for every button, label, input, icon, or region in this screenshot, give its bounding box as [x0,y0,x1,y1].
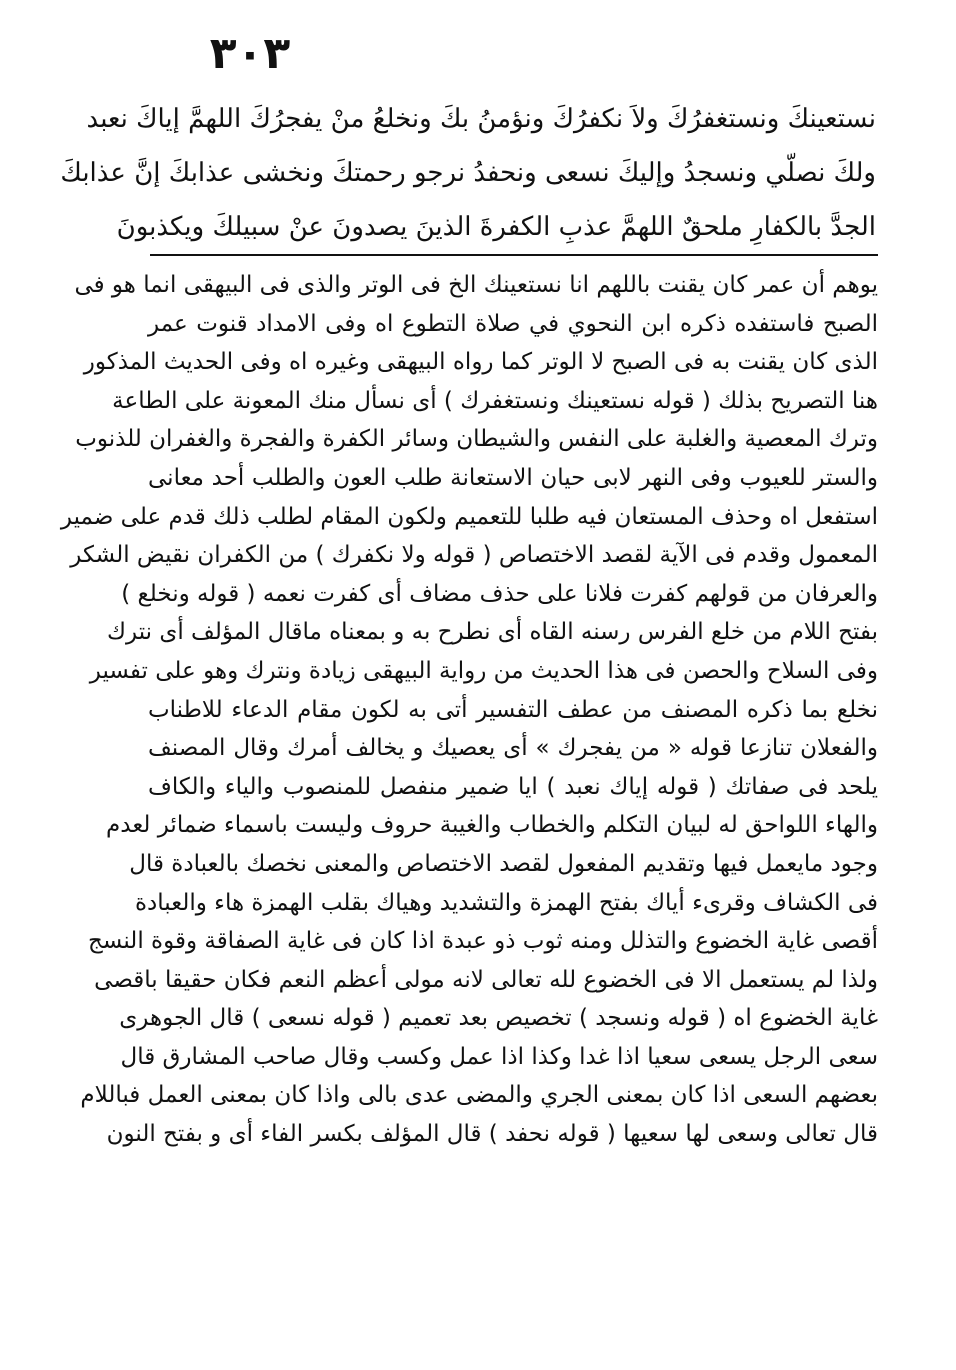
commentary-line: ولذا لم يستعمل الا فى الخضوع لله تعالى لانه مولى أعظم النعم فكان حقيقا باقصى [94,966,878,993]
commentary-line: نخلع بما ذكره المصنف من عطف التفسير أتى به لكون مقام الدعاء للاطناب [148,696,878,723]
main-text-line: الجدَّ بالكفارِ ملحقٌ اللهمَّ عذبِ الكفرةَ الذينَ يصدونَ عنْ سبيلكَ ويكذبونَ [116,212,876,242]
commentary-line: والهاء اللواحق له لبيان التكلم والخطاب والغيبة حروف وليست باسماء ضمائر لعدم [106,812,878,839]
commentary-block [60,266,878,1154]
commentary-line: بعضهم السعى اذا كان بمعنى الجري والمضى عدى بالى واذا كان بمعنى العمل فباللام [80,1082,878,1109]
commentary-line: الذى كان يقنت به فى الصبح لا الوتر كما رواه البيهقى وغيره اه وفى الحديث المذكور [83,349,878,376]
commentary-line: أقصى غاية الخضوع والتذلل ومنه ثوب ذو عبدة اذا كان فى غاية الصفاقة وقوة النسج [88,928,878,955]
main-text-block [60,92,876,254]
page-number: ٣٠٣ [209,28,291,79]
commentary-line: فى الكشاف وقرىء أياك بفتح الهمزة والتشديد وهياك بقلب الهمزة هاء والعبادة [135,889,878,916]
main-text-line: نستعينكَ ونستغفرُكَ ولاَ نكفرُكَ ونؤمنُ بكَ ونخلعُ منْ يفجرُكَ اللهمَّ إياكَ نعبد [86,104,876,134]
section-divider [150,254,878,256]
commentary-line: قال تعالى وسعى لها سعيها ( قوله نحفد ) قال المؤلف بكسر الفاء أى و بفتح النون [106,1121,878,1148]
commentary-line: استفعل اه وحذف المستعان فيه طلبا للتعميم ولكون المقام لطلب ذلك قدم على ضمير [60,503,878,530]
commentary-line: والعرفان من قولهم كفرت فلانا على حذف مضاف أى كفرت نعمه ( قوله ونخلع ) [121,580,878,607]
main-text-line: ولكَ نصلّي ونسجدُ وإليكَ نسعى ونحفدُ نرجو رحمتكَ ونخشى عذابكَ إنَّ عذابكَ [60,158,876,188]
commentary-line: وترك المعصية والغلبة على النفس والشيطان وسائر الكفرة والفجرة والغفران للذنوب [75,426,878,453]
commentary-line: يلحد فى صفاتك ( قوله إياك نعبد ) ايا ضمير منفصل للمنصوب والياء والكاف [148,773,878,800]
commentary-line: يوهم أن عمر كان يقنت باللهم انا نستعينك الخ فى الوتر والذى فى البيهقى انما هو فى [74,272,878,298]
commentary-line: وفى السلاح والحصن فى هذا الحديث من رواية البيهقى زيادة ونترك وهو على تفسير [89,657,878,684]
commentary-line: غاية الخضوع اه ( قوله ونسجد ) تخصيص بعد تعميم ( قوله نسعى ) قال الجوهرى [119,1005,878,1032]
commentary-line: والستر للعيوب وفى النهر لابى حيان الاستعانة طلب العون والطلب أحد معانى [148,464,878,491]
commentary-line: وجود مايعمل فيها وتقديم المفعول لقصد الاختصاص والمعنى نخصك بالعبادة قال [129,850,878,877]
commentary-line: والفعلان تنازعا قوله « من يفجرك » أى يعصيك و يخالف أمرك وقال المصنف [148,735,878,762]
commentary-line: المعمول وقدم فى الآية لقصد الاختصاص ( قوله ولا نكفرك ) من الكفران نقيض الشكر [70,542,878,569]
commentary-line: الصبح فاستفده ذكره ابن النحوي في صلاة التطوع اه وفى الامداد قنوت عمر [148,310,878,337]
commentary-line: سعى الرجل يسعى سعيا اذا غدا وكذا اذا عمل وكسب وقال صاحب المشارق قال [120,1043,878,1070]
commentary-line: بفتح اللام من خلع الفرس رسنه القاه أى نطرح به و بمعناه ماقال المؤلف أى نترك [107,619,878,646]
commentary-line: هنا التصريح بذلك ( قوله نستعينك ونستغفرك ) أى نسأل منك المعونة على الطاعة [112,387,878,414]
